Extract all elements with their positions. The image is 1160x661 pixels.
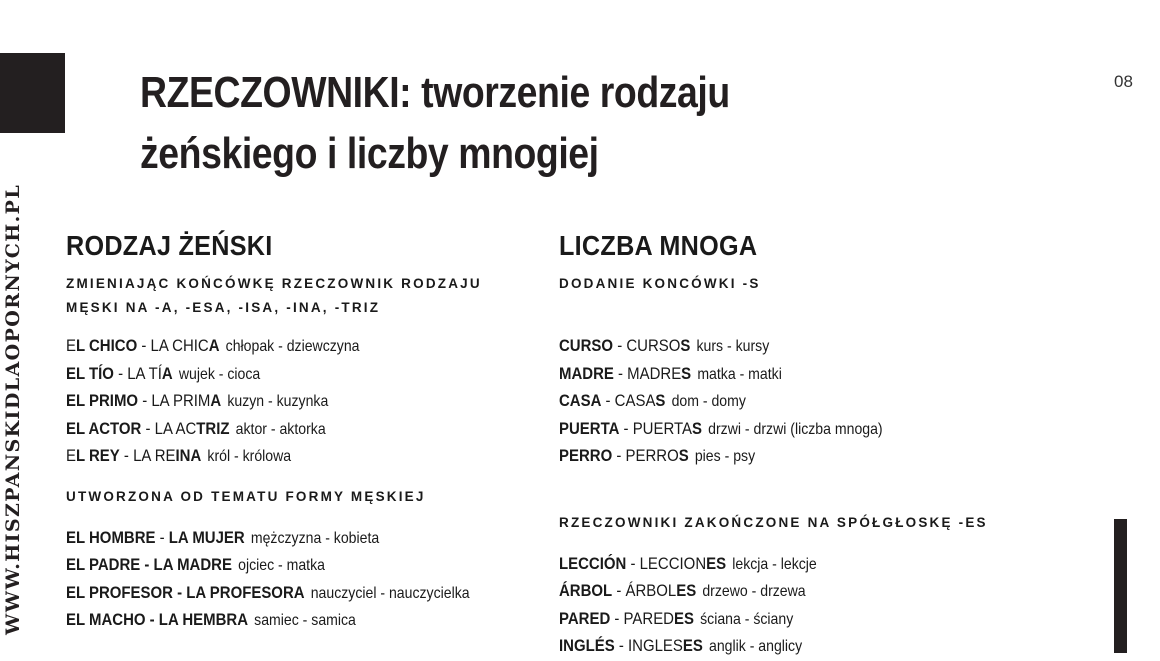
spanish-word-bold: ES (676, 581, 697, 600)
polish-translation: dom - domy (671, 393, 746, 410)
polish-translation: drzewo - drzewa (702, 583, 806, 600)
list-item (66, 525, 524, 553)
polish-translation: król - królowa (207, 448, 292, 465)
spanish-word-bold: S (680, 336, 691, 355)
spanish-word-part: - CASA (601, 391, 656, 410)
spanish-word-part: - LA PRIM (138, 391, 211, 410)
spanish-word-bold: EL TÍO (66, 363, 114, 383)
spanish-word-part: - LECCION (626, 553, 707, 573)
spanish-word-bold: ES (673, 608, 694, 628)
spanish-word-bold: S (678, 446, 689, 465)
spanish-word-bold: ES (706, 553, 727, 573)
spanish-word-bold: MADRE (559, 363, 614, 383)
spanish-word-bold: A (161, 363, 173, 383)
list-item (66, 607, 524, 635)
feminine-ending-list (66, 333, 586, 471)
list-item (559, 606, 1017, 634)
polish-translation: samiec - samica (254, 612, 356, 629)
website-url: WWW.HISZPANSKIDLAOPORNYCH.PL (2, 183, 24, 635)
plural-column (559, 228, 1079, 661)
spanish-word-bold: LECCIÓN (559, 553, 627, 573)
list-item (559, 443, 1017, 471)
spanish-word-bold: PARED (559, 608, 611, 628)
feminine-column (66, 228, 586, 635)
right-bar-decoration (1114, 519, 1127, 653)
list-item (66, 388, 524, 416)
spanish-word-part: - LA TÍ (113, 363, 162, 383)
plural-s-list (559, 333, 1079, 471)
spanish-word-bold: CURSO (559, 336, 614, 355)
spanish-word-bold: S (655, 391, 666, 410)
list-item (559, 361, 1017, 389)
polish-translation: anglik - anglicy (708, 638, 803, 655)
spanish-word-bold: PERRO (559, 446, 613, 465)
feminine-stem-subheading: UTWORZONA OD TEMATU FORMY MĘSKIEJ (66, 488, 426, 504)
spanish-word-bold: INGLÉS (559, 636, 615, 655)
spanish-word-bold: EL PROFESOR - LA PROFESORA (66, 582, 305, 602)
spanish-word-bold: LA MUJER (168, 527, 245, 547)
spanish-word-bold: L CHICO (75, 336, 138, 355)
polish-translation: aktor - aktorka (235, 420, 326, 438)
polish-translation: chłopak - dziewczyna (225, 338, 360, 355)
polish-translation: pies - psy (694, 448, 756, 465)
spanish-word-part: - PARED (610, 608, 674, 628)
spanish-word-bold: L REY (75, 446, 120, 465)
polish-translation: mężczyzna - kobieta (250, 529, 380, 547)
polish-translation: ojciec - matka (238, 557, 325, 574)
spanish-word-part: - PUERTA (619, 418, 693, 438)
spanish-word-part: - INGLES (614, 636, 683, 655)
feminine-subheading-line2: MĘSKI NA -A, -ESA, -ISA, -INA, -TRIZ (66, 300, 381, 315)
spanish-word-bold: S (681, 363, 692, 383)
spanish-word-part: - LA CHIC (137, 336, 209, 355)
spanish-word-bold: TRIZ (196, 418, 230, 438)
spanish-word-part: - LA AC (141, 418, 197, 438)
list-item (66, 361, 524, 389)
polish-translation: kurs - kursy (696, 338, 770, 355)
list-item (66, 416, 524, 444)
list-item (559, 416, 1017, 444)
feminine-heading: RODZAJ ŻEŃSKI (66, 230, 273, 261)
list-item (559, 578, 1017, 606)
plural-es-list (559, 551, 1079, 661)
feminine-subheading-line1: ZMIENIAJĄC KOŃCÓWKĘ RZECZOWNIK RODZAJU (66, 276, 482, 291)
spanish-word-bold: EL ACTOR (66, 418, 142, 438)
spanish-word-bold: A (208, 336, 220, 355)
list-item (66, 552, 524, 580)
plural-es-subheading: RZECZOWNIKI ZAKOŃCZONE NA SPÓŁGŁOSKĘ -ES (559, 514, 988, 530)
plural-heading: LICZBA MNOGA (559, 230, 758, 261)
polish-translation: matka - matki (697, 365, 782, 383)
spanish-word-bold: ÁRBOL (559, 581, 613, 600)
plural-s-subheading: DODANIE KONCÓWKI -S (559, 276, 761, 291)
page-title: RZECZOWNIKI: tworzenie rodzaju żeńskiego i liczby mnogiej (140, 68, 730, 178)
spanish-word-bold: EL PRIMO (66, 391, 139, 410)
spanish-word-bold: EL HOMBRE (66, 527, 156, 547)
list-item (66, 443, 524, 471)
polish-translation: ściana - ściany (700, 610, 794, 628)
polish-translation: drzwi - drzwi (liczba mnoga) (708, 420, 883, 438)
list-item (66, 580, 524, 608)
polish-translation: lekcja - lekcje (732, 555, 817, 573)
spanish-word-bold: EL MACHO - LA HEMBRA (66, 610, 249, 629)
spanish-word-part: - (155, 527, 169, 547)
polish-translation: nauczyciel - nauczycielka (310, 584, 470, 602)
spanish-word-part: - ÁRBOL (612, 581, 677, 600)
corner-block-decoration (0, 53, 65, 133)
spanish-word-bold: ES (682, 636, 703, 655)
spanish-word-part: - MADRE (613, 363, 682, 383)
spanish-word-bold: S (692, 418, 702, 438)
list-item (559, 333, 1017, 361)
polish-translation: wujek - ciocа (178, 365, 261, 383)
polish-translation: kuzyn - kuzynka (227, 393, 329, 410)
spanish-word-bold: EL PADRE - LA MADRE (66, 555, 232, 574)
spanish-word-bold: INA (175, 446, 202, 465)
list-item (559, 551, 1017, 579)
page-number: 08 (1114, 72, 1133, 91)
spanish-word-part: - CURSO (613, 336, 681, 355)
spanish-word-part: - PERRO (612, 446, 679, 465)
spanish-word-bold: A (210, 391, 222, 410)
list-item (66, 333, 524, 361)
list-item (559, 388, 1017, 416)
spanish-word-bold: CASA (559, 391, 602, 410)
spanish-word-part: E (66, 446, 76, 465)
feminine-stem-list (66, 525, 586, 635)
spanish-word-part: E (66, 336, 76, 355)
spanish-word-part: - LA RE (119, 446, 176, 465)
spanish-word-bold: PUERTA (559, 418, 620, 438)
list-item (559, 633, 1017, 661)
